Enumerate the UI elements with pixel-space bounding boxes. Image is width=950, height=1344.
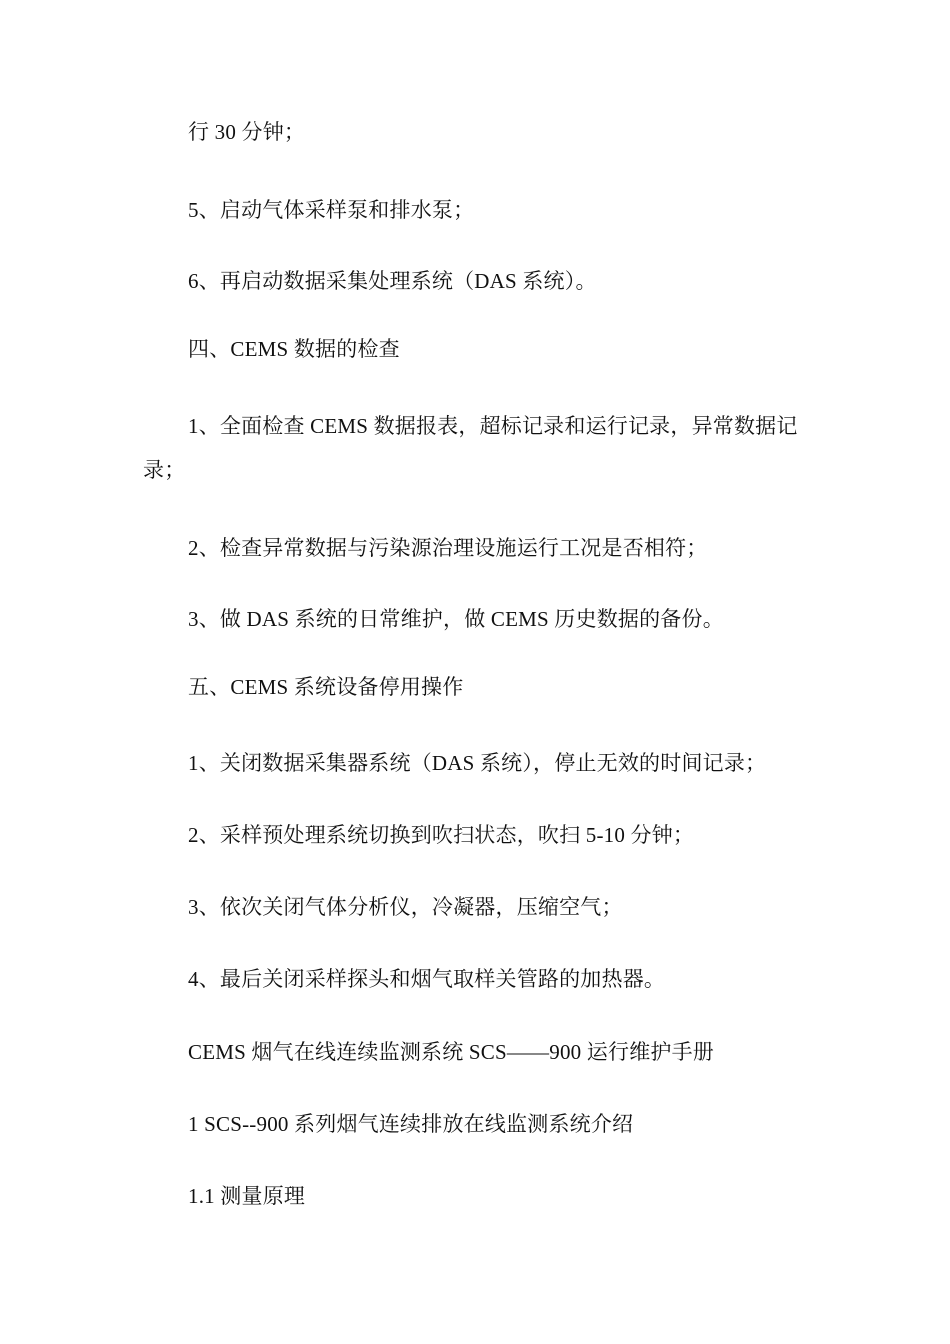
chapter-heading-1: 1 SCS--900 系列烟气连续排放在线监测系统介绍 <box>188 1112 634 1136</box>
paragraph-stop-1: 1、关闭数据采集器系统（DAS 系统），停止无效的时间记录； <box>188 751 767 775</box>
paragraph-step-6: 6、再启动数据采集处理系统（DAS 系统）。 <box>188 269 597 293</box>
paragraph-continuation: 行 30 分钟； <box>188 120 306 144</box>
section-heading-5: 五、CEMS 系统设备停用操作 <box>188 675 464 699</box>
paragraph-stop-2: 2、采样预处理系统切换到吹扫状态，吹扫 5-10 分钟； <box>188 823 695 847</box>
paragraph-stop-3: 3、依次关闭气体分析仪，冷凝器，压缩空气； <box>188 895 623 919</box>
section-heading-1-1: 1.1 测量原理 <box>188 1184 306 1208</box>
paragraph-check-2: 2、检查异常数据与污染源治理设施运行工况是否相符； <box>188 536 708 560</box>
paragraph-step-5: 5、启动气体采样泵和排水泵； <box>188 198 475 222</box>
paragraph-stop-4: 4、最后关闭采样探头和烟气取样关管路的加热器。 <box>188 967 666 991</box>
paragraph-check-3: 3、做 DAS 系统的日常维护，做 CEMS 历史数据的备份。 <box>188 607 724 631</box>
section-heading-4: 四、CEMS 数据的检查 <box>188 337 400 361</box>
manual-title: CEMS 烟气在线连续监测系统 SCS——900 运行维护手册 <box>188 1040 714 1064</box>
paragraph-check-1: 1、全面检查 CEMS 数据报表，超标记录和运行记录，异常数据记录； <box>143 414 798 482</box>
